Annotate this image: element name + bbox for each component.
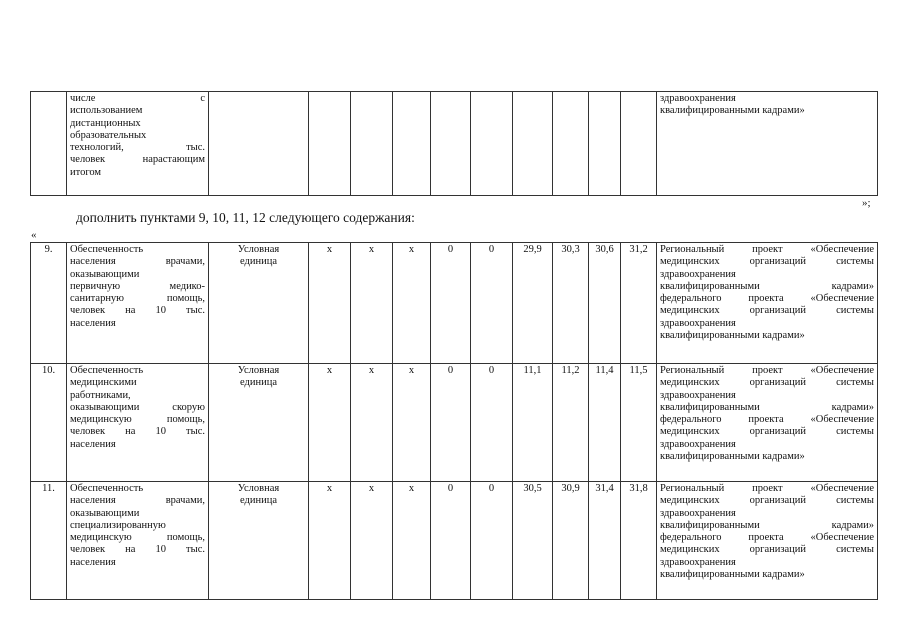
value-cell: 11,2 — [553, 364, 589, 482]
opening-quote: « — [31, 229, 37, 241]
table-row — [31, 243, 878, 364]
text-line: единица — [239, 256, 277, 268]
source-cell — [657, 243, 878, 364]
text-line: единица — [239, 495, 277, 507]
text-line: Условная — [237, 483, 280, 494]
unit-cell — [209, 364, 309, 482]
value-cell — [553, 92, 589, 196]
value-cell: 30,9 — [553, 482, 589, 600]
value-cell: 11,5 — [621, 364, 657, 482]
text-line: числе с — [70, 93, 205, 104]
value-cell: 0 — [471, 482, 513, 600]
text-line: квалифицированными кадрами» — [660, 280, 874, 292]
text-line: медицинскую помощь, — [70, 532, 205, 544]
value-cell: 11,4 — [589, 364, 621, 482]
text-line: использованием — [70, 105, 143, 117]
text-line: медицинских организаций системы — [660, 426, 874, 438]
text-line: населения врачами, — [70, 495, 205, 507]
text-line: специализированную — [70, 519, 166, 531]
unit-cell — [209, 482, 309, 600]
value-cell: х — [351, 482, 393, 600]
text-line: медицинскую помощь, — [70, 414, 205, 426]
text-line: квалифицированными кадрами» — [660, 401, 874, 413]
value-cell: 29,9 — [513, 243, 553, 364]
text-line: населения — [70, 317, 116, 329]
value-cell: 31,2 — [621, 243, 657, 364]
indicators-table — [30, 242, 878, 600]
amendment-instruction: дополнить пунктами 9, 10, 11, 12 следующего содержания: — [76, 210, 415, 225]
text-line: человек нарастающим — [70, 154, 205, 166]
text-line: работниками, — [70, 389, 131, 401]
value-cell: х — [351, 243, 393, 364]
unit-cell — [209, 92, 309, 196]
text-line: Региональный проект «Обеспечение — [660, 483, 874, 494]
text-line: квалифицированными кадрами» — [660, 330, 805, 342]
text-line: медицинских организаций системы — [660, 544, 874, 556]
text-line: образовательных — [70, 129, 147, 141]
value-cell — [621, 92, 657, 196]
text-line: федерального проекта «Обеспечение — [660, 532, 874, 544]
text-line: квалифицированными кадрами» — [660, 519, 874, 531]
text-line: технологий, тыс. — [70, 142, 205, 154]
row-number-cell: 9. — [31, 243, 67, 364]
text-line: здравоохранения — [660, 317, 736, 329]
value-cell — [309, 92, 351, 196]
value-cell: 30,6 — [589, 243, 621, 364]
value-cell: х — [393, 482, 431, 600]
value-cell: х — [309, 364, 351, 482]
text-line: санитарную помощь, — [70, 293, 205, 305]
text-line: федерального проекта «Обеспечение — [660, 293, 874, 305]
value-cell — [431, 92, 471, 196]
text-line: квалифицированными кадрами» — [660, 451, 805, 463]
text-line: Обеспеченность — [70, 365, 144, 376]
value-cell — [589, 92, 621, 196]
indicator-name-cell — [67, 482, 209, 600]
table-row — [31, 364, 878, 482]
value-cell: 0 — [471, 364, 513, 482]
value-cell: 0 — [431, 482, 471, 600]
text-line: здравоохранения — [660, 438, 736, 450]
row-number-cell: 11. — [31, 482, 67, 600]
row-number-cell — [31, 92, 67, 196]
value-cell — [471, 92, 513, 196]
text-line: медицинских организаций системы — [660, 305, 874, 317]
value-cell: 0 — [431, 364, 471, 482]
text-line: населения — [70, 556, 116, 568]
row-number-cell: 10. — [31, 364, 67, 482]
indicator-name-cell — [67, 243, 209, 364]
value-cell — [393, 92, 431, 196]
text-line: человек на 10 тыс. — [70, 305, 205, 317]
value-cell: 11,1 — [513, 364, 553, 482]
text-line: здравоохранения — [660, 268, 736, 280]
value-cell: 0 — [471, 243, 513, 364]
text-line: медицинских организаций системы — [660, 256, 874, 268]
text-line: Региональный проект «Обеспечение — [660, 244, 874, 255]
text-line: здравоохранения — [660, 93, 736, 104]
source-cell — [657, 364, 878, 482]
unit-cell — [209, 243, 309, 364]
value-cell: 30,5 — [513, 482, 553, 600]
text-line: квалифицированными кадрами» — [660, 105, 805, 117]
text-line: здравоохранения — [660, 507, 736, 519]
text-line: первичную медико- — [70, 280, 205, 292]
text-line: оказывающими — [70, 268, 140, 280]
value-cell: х — [393, 243, 431, 364]
text-line: оказывающими скорую — [70, 401, 205, 413]
value-cell: х — [351, 364, 393, 482]
text-line: Условная — [237, 244, 280, 255]
value-cell: х — [393, 364, 431, 482]
text-line: единица — [239, 377, 277, 389]
indicator-name-cell — [67, 364, 209, 482]
value-cell: х — [309, 243, 351, 364]
previous-table — [30, 91, 878, 196]
text-line: Региональный проект «Обеспечение — [660, 365, 874, 376]
text-line: Условная — [237, 365, 280, 376]
text-line: здравоохранения — [660, 556, 736, 568]
text-line: медицинскими — [70, 377, 137, 389]
value-cell: 31,8 — [621, 482, 657, 600]
value-cell: 30,3 — [553, 243, 589, 364]
text-line: медицинских организаций системы — [660, 495, 874, 507]
value-cell: 0 — [431, 243, 471, 364]
value-cell: 31,4 — [589, 482, 621, 600]
text-line: населения — [70, 438, 116, 450]
text-line: дистанционных — [70, 117, 141, 129]
text-line: человек на 10 тыс. — [70, 426, 205, 438]
source-cell — [657, 482, 878, 600]
text-line: медицинских организаций системы — [660, 377, 874, 389]
text-line: человек на 10 тыс. — [70, 544, 205, 556]
table-row — [31, 92, 878, 196]
value-cell — [351, 92, 393, 196]
text-line: Обеспеченность — [70, 483, 144, 494]
text-line: здравоохранения — [660, 389, 736, 401]
indicator-name-cell — [67, 92, 209, 196]
value-cell — [513, 92, 553, 196]
source-cell — [657, 92, 878, 196]
table-row — [31, 482, 878, 600]
text-line: Обеспеченность — [70, 244, 144, 255]
closing-quote: »; — [862, 197, 871, 209]
text-line: оказывающими — [70, 507, 140, 519]
text-line: итогом — [70, 166, 102, 178]
text-line: федерального проекта «Обеспечение — [660, 414, 874, 426]
text-line: населения врачами, — [70, 256, 205, 268]
value-cell: х — [309, 482, 351, 600]
text-line: квалифицированными кадрами» — [660, 569, 805, 581]
